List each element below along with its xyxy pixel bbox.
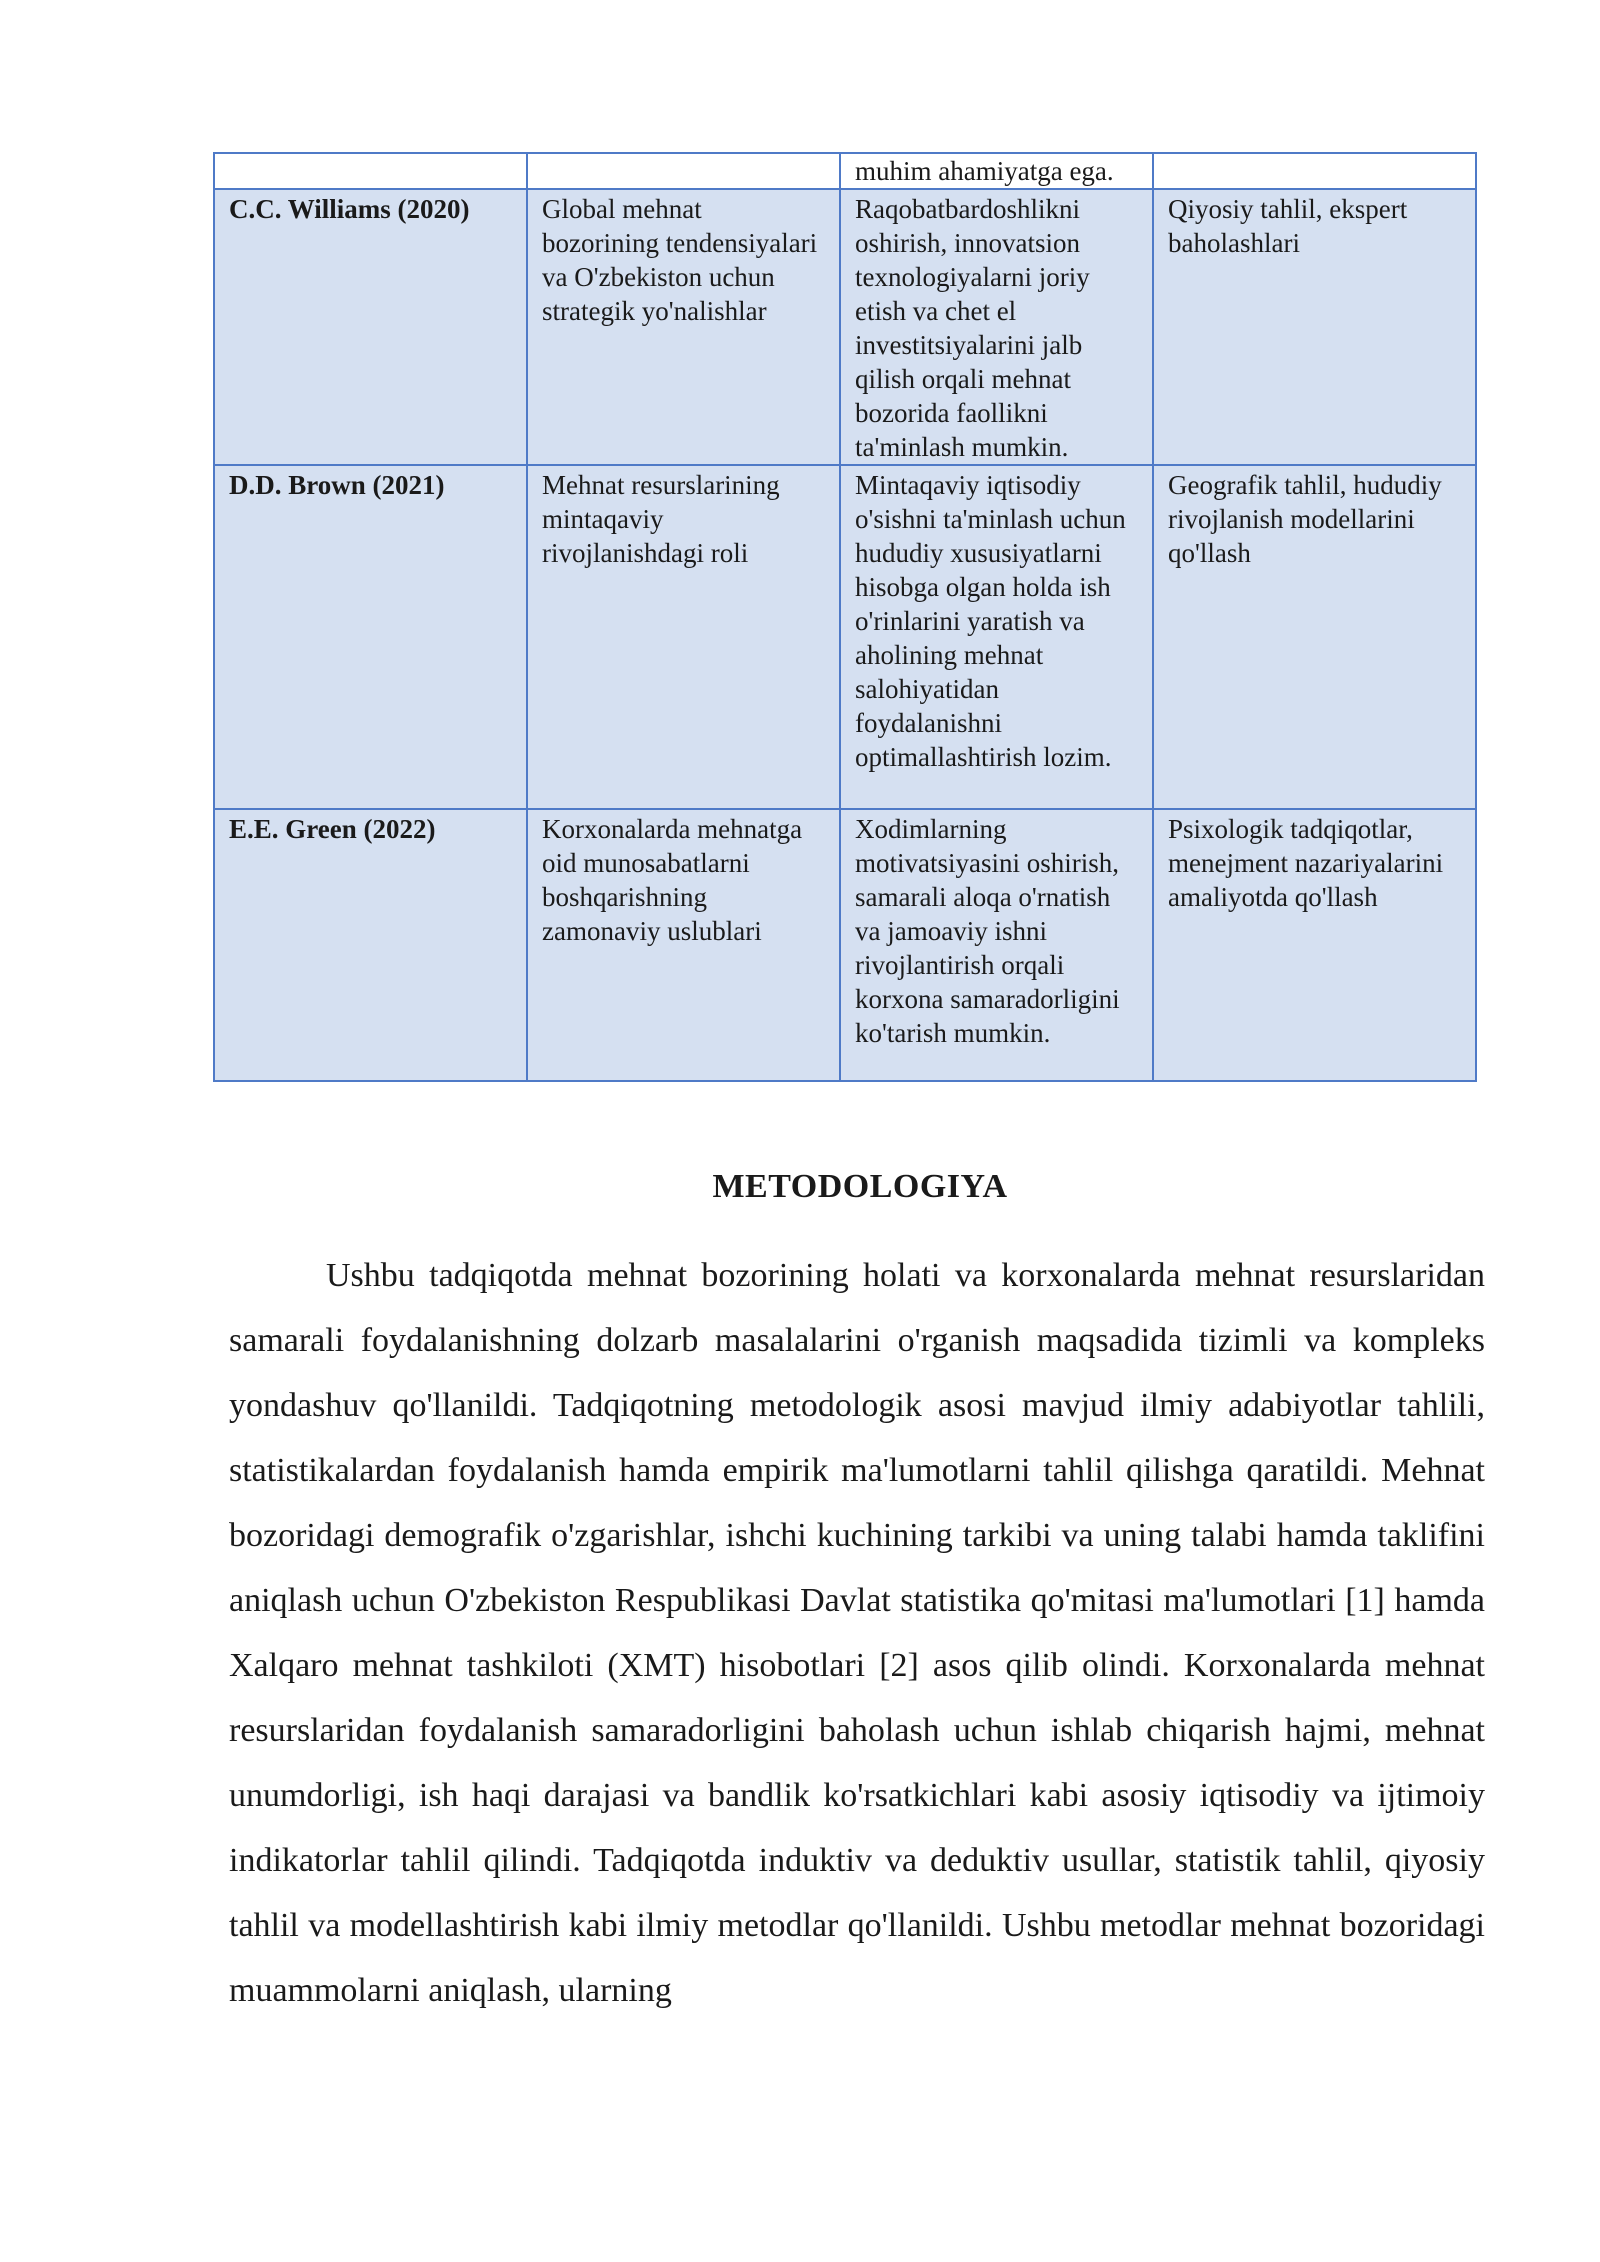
finding-cell: Xodimlarning motivatsiyasini oshirish, samarali aloqa o'rnatish va jamoaviy ishni rivojlantirish orqali korxona samaradorligini ko'tarish mumkin. xyxy=(840,809,1153,1081)
method-cell: Qiyosiy tahlil, ekspert baholashlari xyxy=(1153,189,1476,465)
method-cell: Geografik tahlil, hududiy rivojlanish modellarini qo'llash xyxy=(1153,465,1476,809)
table-row xyxy=(214,465,1476,809)
topic-cell: Korxonalarda mehnatga oid munosabatlarni boshqarishning zamonaviy uslublari xyxy=(527,809,840,1081)
finding-cell: Mintaqaviy iqtisodiy o'sishni ta'minlash uchun hududiy xususiyatlarni hisobga olgan holda ish o'rinlarini yaratish va aholining mehnat salohiyatidan foydalanishni optimallashtirish lozim. xyxy=(840,465,1153,809)
topic-cell xyxy=(527,153,840,189)
body-paragraph: Ushbu tadqiqotda mehnat bozorining holati va korxonalarda mehnat resurslaridan samarali foydalanishning dolzarb masalalarini o'rganish maqsadida tizimli va kompleks yondashuv qo'llanildi. Tadqiqotning metodologik asosi mavjud ilmiy adabiyotlar tahlili, statistikalardan foydalanish hamda empirik ma'lumotlarni tahlil qilishga qaratildi. Mehnat bozoridagi demografik o'zgarishlar, ishchi kuchining tarkibi va uning talabi hamda taklifini aniqlash uchun O'zbekiston Respublikasi Davlat statistika qo'mitasi ma'lumotlari [1] hamda Xalqaro mehnat tashkiloti (XMT) hisobotlari [2] asos qilib olindi. Korxonalarda mehnat resurslaridan foydalanish samaradorligini baholash uchun ishlab chiqarish hajmi, mehnat unumdorligi, ish haqi darajasi va bandlik ko'rsatkichlari kabi asosiy iqtisodiy va ijtimoiy indikatorlar tahlil qilindi. Tadqiqotda induktiv va deduktiv usullar, statistik tahlil, qiyosiy tahlil va modellashtirish kabi ilmiy metodlar qo'llanildi. Ushbu metodlar mehnat bozoridagi muammolarni aniqlash, ularning xyxy=(229,1257,1485,2009)
table-row xyxy=(214,809,1476,1081)
author-cell: E.E. Green (2022) xyxy=(214,809,527,1081)
finding-cell: Raqobatbardoshlikni oshirish, innovatsion texnologiyalarni joriy etish va chet el investitsiyalarini jalb qilish orqali mehnat bozorida faollikni ta'minlash mumkin. xyxy=(840,189,1153,465)
table-row xyxy=(214,153,1476,189)
author-cell xyxy=(214,153,527,189)
topic-cell: Global mehnat bozorining tendensiyalari va O'zbekiston uchun strategik yo'nalishlar xyxy=(527,189,840,465)
topic-cell: Mehnat resurslarining mintaqaviy rivojlanishdagi roli xyxy=(527,465,840,809)
author-cell: C.C. Williams (2020) xyxy=(214,189,527,465)
literature-table xyxy=(213,152,1477,1082)
method-cell xyxy=(1153,153,1476,189)
section-title: METODOLOGIYA xyxy=(712,1168,1008,1205)
table-row xyxy=(214,189,1476,465)
finding-cell: muhim ahamiyatga ega. xyxy=(840,153,1153,189)
method-cell: Psixologik tadqiqotlar, menejment nazariyalarini amaliyotda qo'llash xyxy=(1153,809,1476,1081)
author-cell: D.D. Brown (2021) xyxy=(214,465,527,809)
